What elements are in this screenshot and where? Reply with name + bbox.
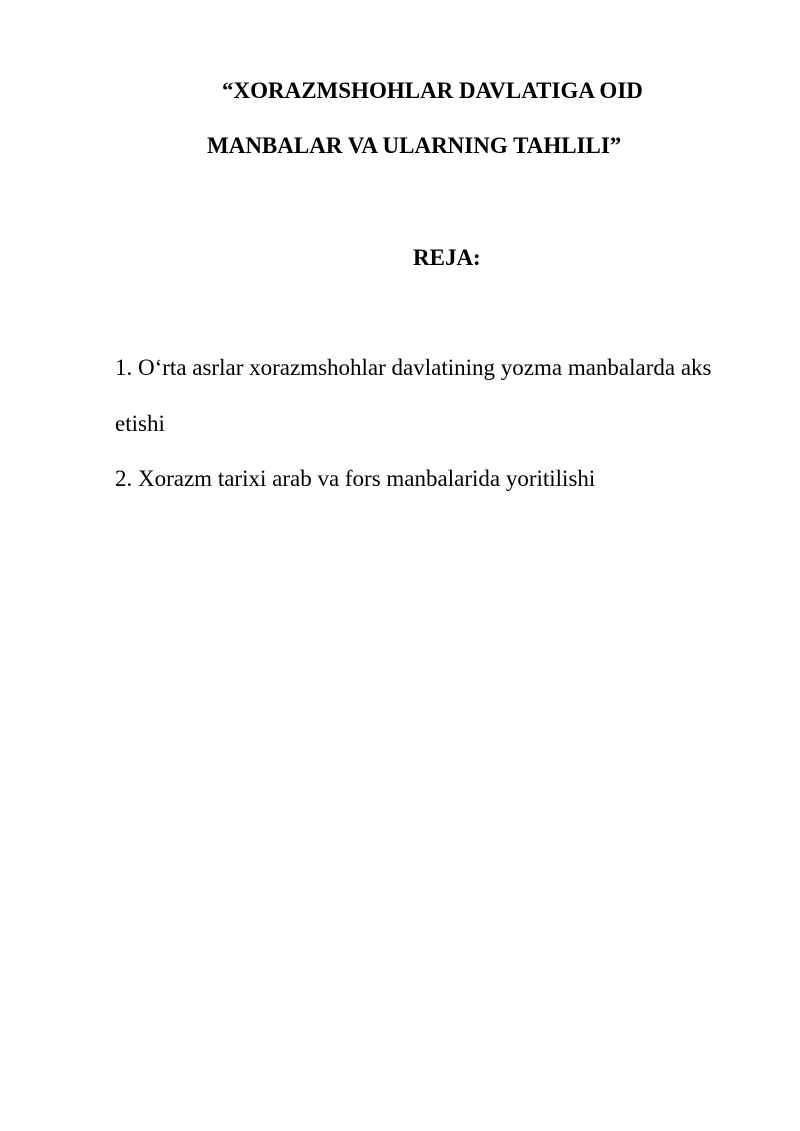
plan-item-1-line-2: etishi (115, 411, 165, 436)
plan-item-1-line-1: 1. O‘rta asrlar xorazmshohlar davlatining yozma manbalarda aks (115, 355, 712, 380)
document-title-line-2: MANBALAR VA ULARNING TAHLILI” (207, 133, 622, 158)
document-title-line-1: “XORAZMSHOHLAR DAVLATIGA OID (222, 78, 643, 103)
plan-item-2: 2. Xorazm tarixi arab va fors manbalarida yoritilishi (115, 466, 596, 491)
plan-heading: REJA: (413, 245, 481, 270)
